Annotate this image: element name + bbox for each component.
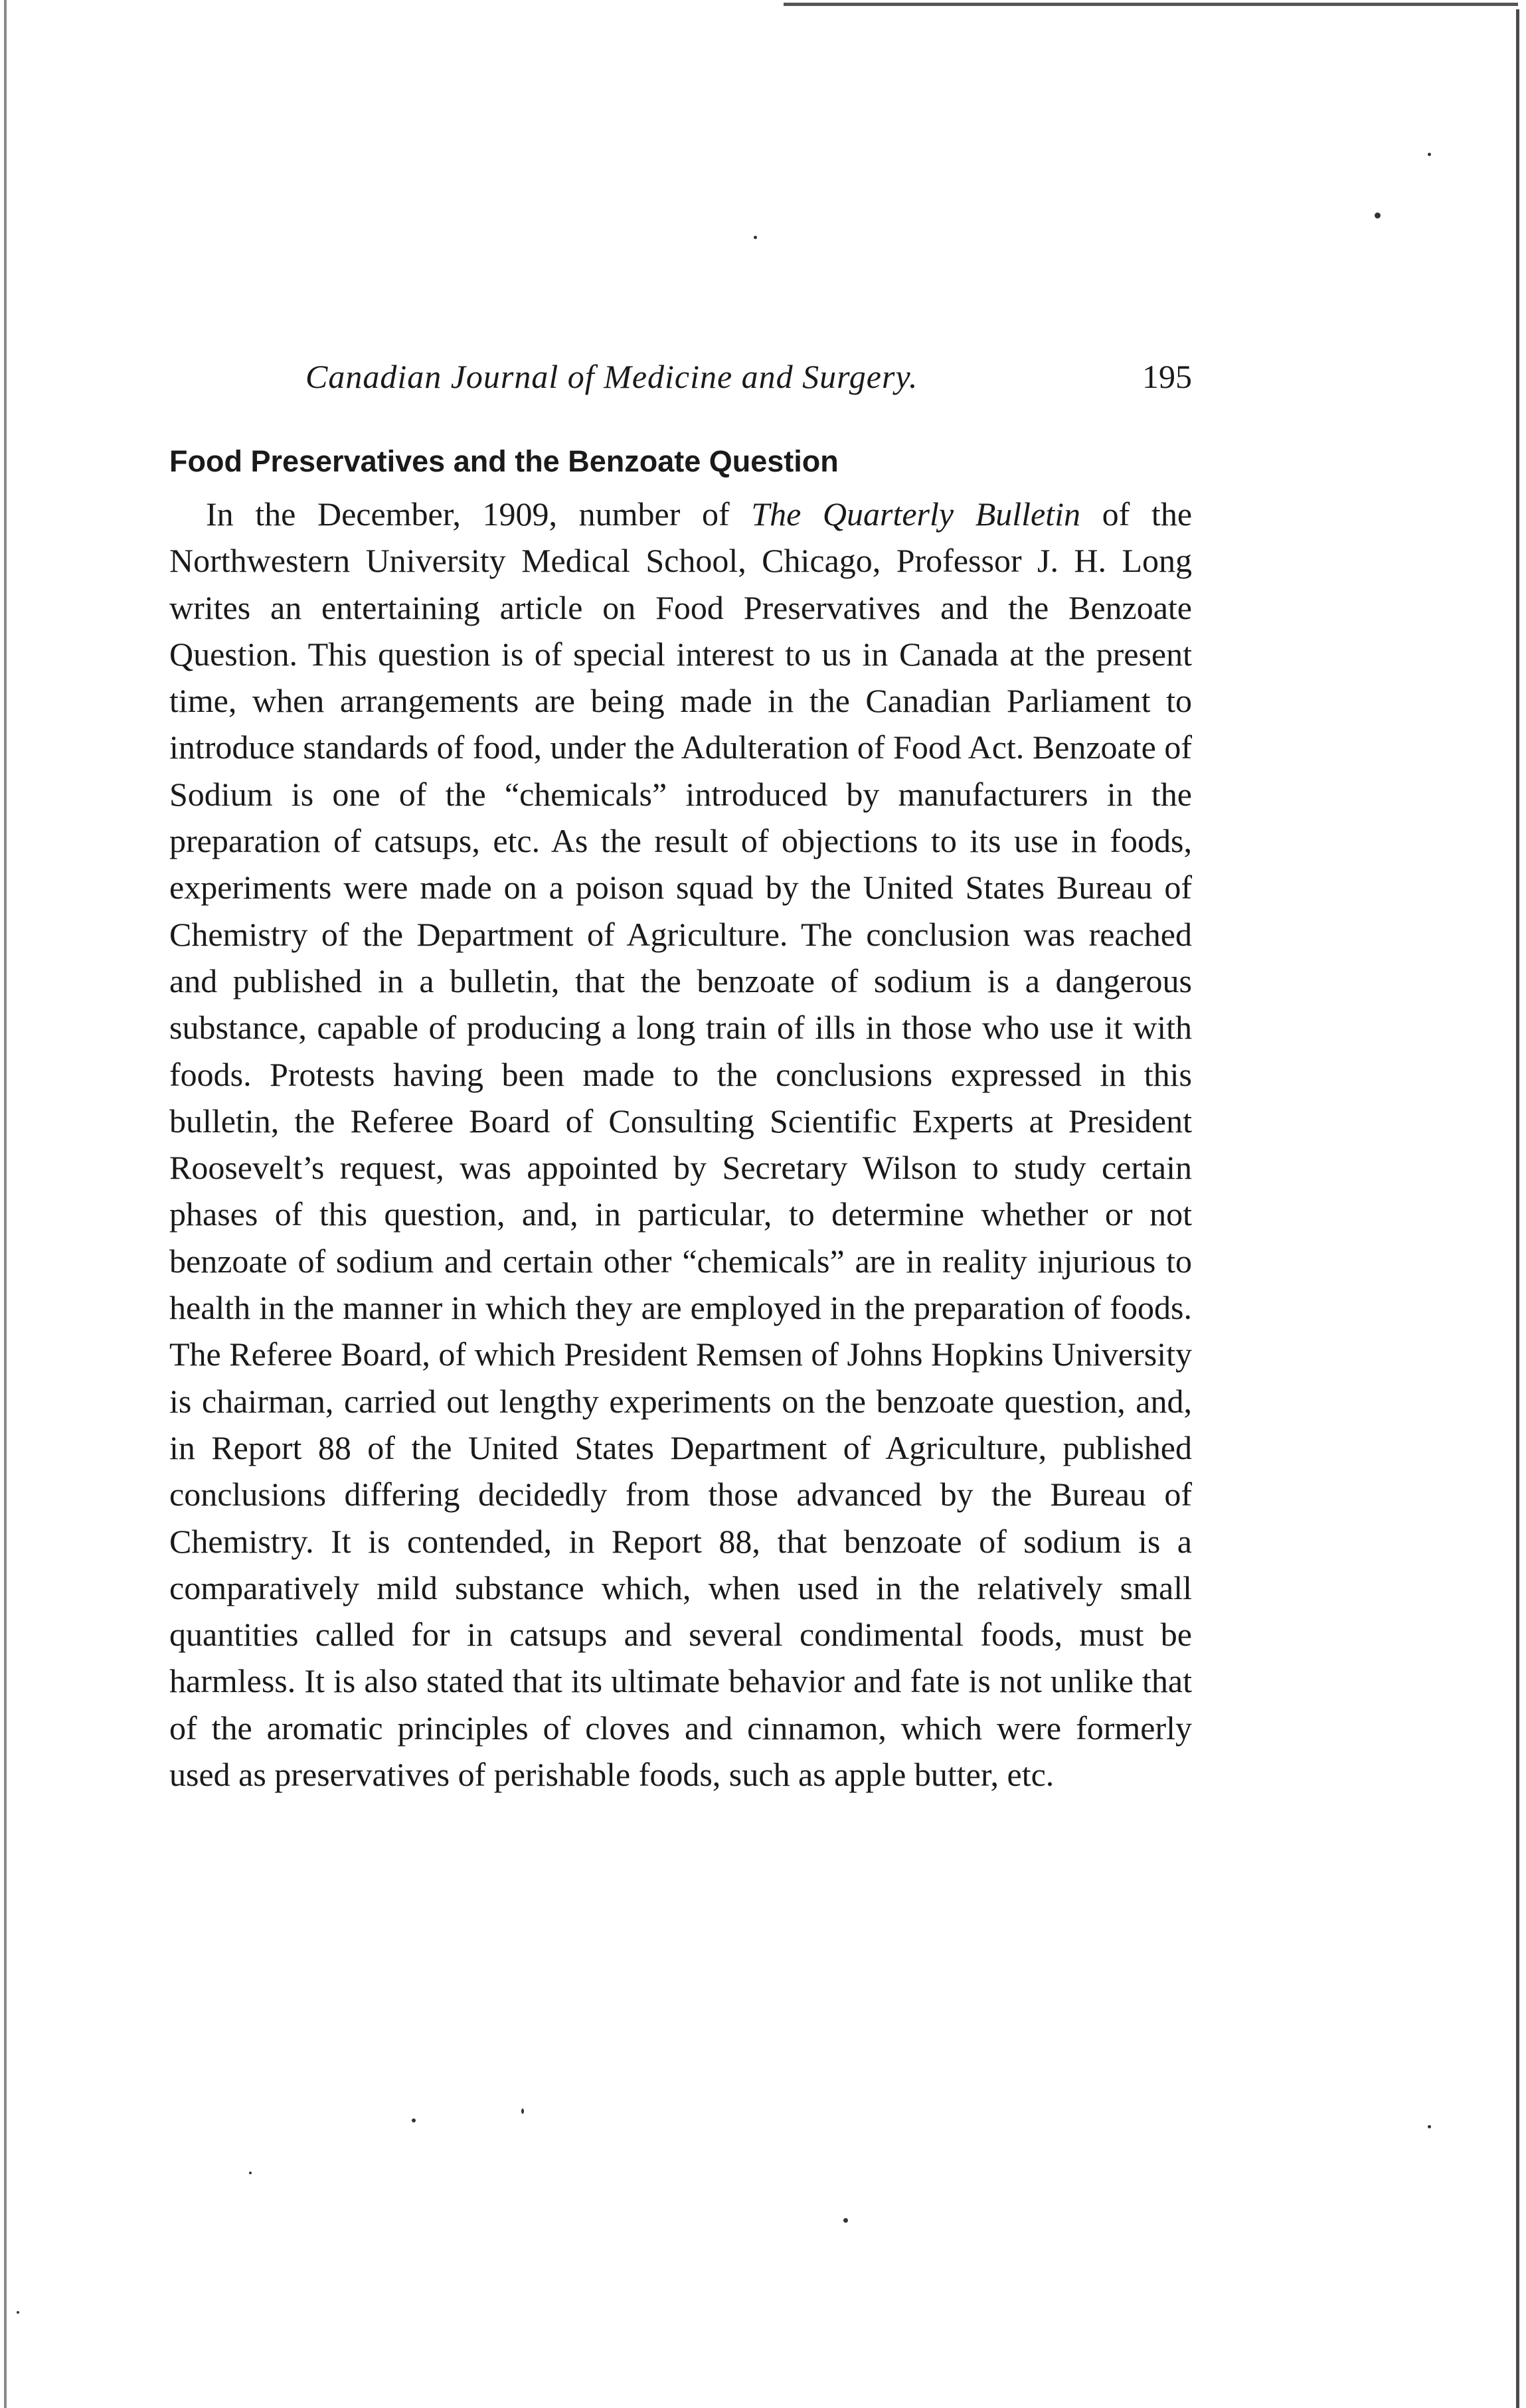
journal-title: Canadian Journal of Medicine and Surgery. — [305, 358, 918, 395]
scan-speck — [1428, 2125, 1431, 2128]
bulletin-title: The Quarterly Bulletin — [751, 495, 1081, 533]
scan-speck — [1375, 213, 1381, 218]
article-paragraph — [169, 491, 1192, 1798]
paragraph-body: of the Northwestern University Medical School, Chicago, Professor J. H. Long writes an entertaining article on Food Preservatives and the Benzoate Question. This question is of special interest to us in Canada at the present time, when arrangements are being made in the Canadian Parliament to introduce standards of food, under the Adulteration of Food Act. Benzoate of Sodium is one of the “chemicals” introduced by manufacturers in the preparation of catsups, etc. As the result of objections to its use in foods, experiments were made on a poison squad by the United States Bureau of Chemistry of the Department of Agriculture. The conclusion was reached and published in a bulletin, that the benzoate of sodium is a dangerous substance, capable of producing a long train of ills in those who use it with foods. Protests having been made to the conclusions expressed in this bulletin, the Referee Board of Consulting Scientific Experts at President Roosevelt’s request, was appointed by Secretary Wilson to study certain phases of this question, and, in particular, to determine whether or not benzoate of sodium and certain other “chemicals” are in reality injurious to health in the manner in which they are employed in the preparation of foods. The Referee Board, of which President Remsen of Johns Hopkins University is chairman, carried out lengthy experiments on the benzoate question, and, in Report 88 of the United States Department of Agriculture, published conclusions differing decidedly from those advanced by the Bureau of Chemistry. It is contended, in Report 88, that benzoate of sodium is a comparatively mild substance which, when used in the relatively small quantities called for in catsups and several condimental foods, must be harmless. It is also stated that its ultimate behavior and fate is not unlike that of the aromatic principles of cloves and cinnamon, which were formerly used as preservatives of perishable foods, such as apple butter, etc. — [169, 495, 1193, 1794]
page-edge-top — [784, 3, 1518, 6]
scan-speck — [843, 2218, 848, 2223]
article-heading: Food Preservatives and the Benzoate Question — [169, 444, 839, 478]
page-number: 195 — [1142, 358, 1192, 395]
paragraph-intro: In the December, 1909, number of — [206, 495, 752, 533]
scan-speck — [249, 2172, 252, 2174]
scan-speck — [754, 236, 757, 239]
scan-speck — [17, 2311, 19, 2314]
page-edge-left — [4, 0, 7, 2408]
page-edge-right — [1516, 9, 1519, 2408]
scan-speck — [521, 2108, 524, 2114]
scan-speck — [1428, 153, 1431, 156]
running-head — [169, 357, 1192, 410]
scan-speck — [412, 2118, 416, 2122]
article — [169, 442, 1192, 1798]
